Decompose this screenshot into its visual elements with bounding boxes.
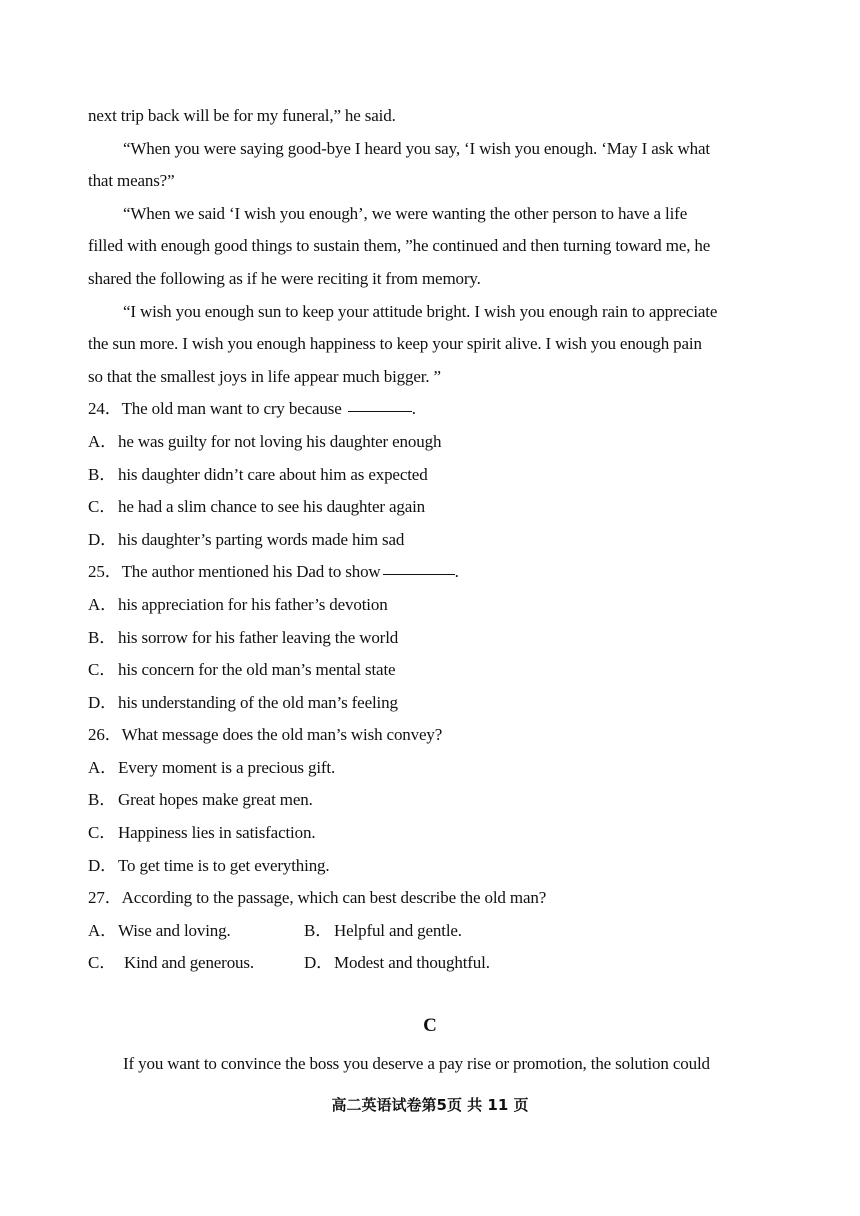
question-end: . — [411, 399, 416, 419]
option-b — [88, 784, 778, 817]
option-label: A． — [88, 431, 117, 451]
option-text: To get time is to get everything. — [118, 855, 330, 875]
question-text: The author mentioned his Dad to show — [121, 562, 381, 582]
option-d — [88, 850, 778, 883]
option-label: B． — [304, 920, 333, 940]
option-text: his concern for the old man’s mental state — [118, 660, 396, 680]
option-a — [88, 589, 778, 622]
option-text: his appreciation for his father’s devotion — [118, 594, 388, 614]
option-b — [88, 622, 778, 655]
option-a — [88, 752, 778, 785]
passage-line: the sun more. I wish you enough happiness to keep your spirit alive. I wish you enough pain — [88, 334, 702, 354]
option-text: Wise and loving. — [118, 920, 231, 940]
option-c — [88, 654, 778, 687]
section-c-first-line: If you want to convince the boss you deserve a pay rise or promotion, the solution could — [123, 1054, 710, 1073]
option-text: his daughter’s parting words made him sad — [118, 529, 405, 549]
option-text: Every moment is a precious gift. — [118, 757, 336, 777]
option-text: he was guilty for not loving his daughter enough — [118, 431, 442, 451]
passage-line: “When we said ‘I wish you enough’, we were wanting the other person to have a life — [123, 203, 688, 223]
option-label: D． — [88, 529, 117, 549]
question-26-stem — [88, 719, 778, 752]
answer-blank — [348, 393, 412, 412]
passage-line: next trip back will be for my funeral,” he said. — [88, 106, 396, 125]
passage-line: that means?” — [88, 171, 175, 191]
option-label: A． — [88, 920, 117, 940]
question-text: What message does the old man’s wish convey? — [121, 725, 443, 745]
option-label: B． — [88, 464, 117, 484]
section-heading: C — [423, 1015, 437, 1036]
passage-line: so that the smallest joys in life appear much bigger. ” — [88, 366, 441, 386]
option-text: Great hopes make great men. — [118, 790, 313, 810]
page-footer: 高二英语试卷第5页 共 11 页 — [331, 1096, 529, 1114]
passage-line: “I wish you enough sun to keep your attitude bright. I wish you enough rain to appreciate — [123, 301, 718, 321]
option-text: his understanding of the old man’s feeling — [118, 692, 398, 712]
passage-line: filled with enough good things to sustain them, ”he continued and then turning toward me, he — [88, 236, 711, 256]
option-text: he had a slim chance to see his daughter again — [118, 497, 426, 517]
option-a — [88, 915, 304, 948]
option-text: Kind and generous. — [124, 953, 254, 973]
option-c — [88, 947, 304, 980]
option-text: Helpful and gentle. — [334, 920, 462, 940]
exam-page — [88, 100, 778, 980]
question-number: 25． — [88, 562, 122, 582]
option-row — [88, 915, 778, 948]
question-end: . — [454, 562, 459, 582]
option-text: his sorrow for his father leaving the world — [118, 627, 399, 647]
option-label: B． — [88, 790, 117, 810]
option-label: C． — [88, 823, 117, 843]
question-27-stem — [88, 882, 778, 915]
option-b — [304, 915, 520, 948]
option-text: Modest and thoughtful. — [334, 953, 490, 973]
option-d — [88, 524, 778, 557]
option-c — [88, 491, 778, 524]
option-label: D． — [88, 692, 117, 712]
question-number: 24． — [88, 399, 122, 419]
option-row — [88, 947, 778, 980]
passage-line: “When you were saying good-bye I heard you say, ‘I wish you enough. ‘May I ask what — [123, 138, 710, 158]
option-label: C． — [88, 497, 117, 517]
passage-line: shared the following as if he were reciting it from memory. — [88, 268, 481, 288]
option-b — [88, 459, 778, 492]
question-number: 27． — [88, 888, 122, 908]
option-c — [88, 817, 778, 850]
option-a — [88, 426, 778, 459]
question-24-stem — [88, 393, 778, 426]
option-text: his daughter didn’t care about him as expected — [118, 464, 428, 484]
answer-blank — [383, 556, 455, 575]
option-d — [88, 687, 778, 720]
option-label: D． — [304, 953, 333, 973]
option-label: A． — [88, 594, 117, 614]
option-label: C． — [88, 660, 117, 680]
question-number: 26． — [88, 725, 122, 745]
question-25-stem — [88, 556, 778, 589]
question-text: The old man want to cry because — [121, 399, 342, 419]
option-d — [304, 947, 520, 980]
option-text: Happiness lies in satisfaction. — [118, 823, 316, 843]
question-text: According to the passage, which can best describe the old man? — [121, 888, 547, 908]
option-label: B． — [88, 627, 117, 647]
option-label: D． — [88, 855, 117, 875]
option-label: C． — [88, 953, 117, 973]
option-label: A． — [88, 757, 117, 777]
